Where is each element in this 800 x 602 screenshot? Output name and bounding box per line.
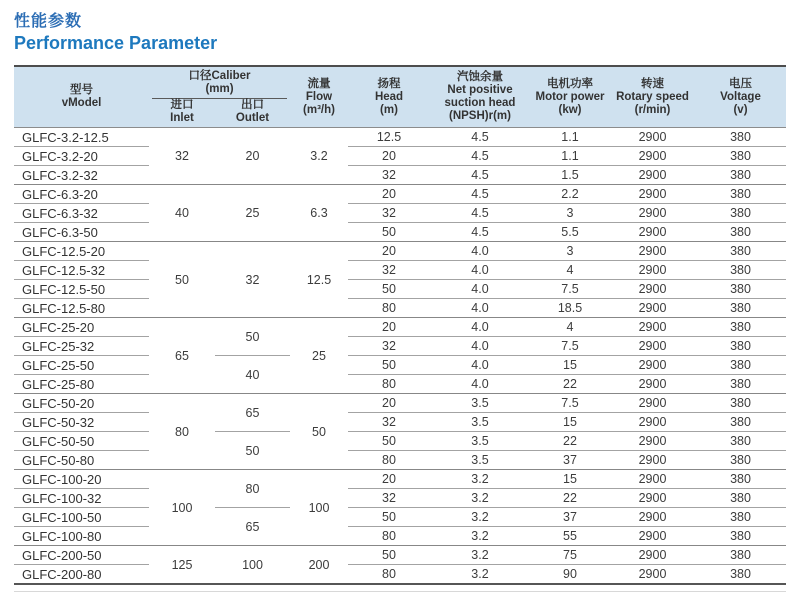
- head-cell: 20: [348, 242, 430, 261]
- speed-cell: 2900: [610, 337, 695, 356]
- flow-cell: 50: [290, 394, 348, 470]
- power-cell: 22: [530, 375, 610, 394]
- power-cell: 37: [530, 451, 610, 470]
- voltage-cell: 380: [695, 242, 786, 261]
- table-row: [14, 375, 786, 394]
- head-cell: 32: [348, 204, 430, 223]
- voltage-cell: 380: [695, 470, 786, 489]
- outlet-cell: 25: [215, 185, 290, 242]
- npsh-cell: 4.0: [430, 242, 530, 261]
- table-row: [14, 223, 786, 242]
- voltage-cell: 380: [695, 489, 786, 508]
- voltage-cell: 380: [695, 299, 786, 318]
- outlet-cell: 80: [215, 470, 290, 508]
- inlet-cell: 125: [149, 546, 215, 585]
- voltage-cell: 380: [695, 261, 786, 280]
- bottom-rule: [14, 591, 786, 592]
- flow-cell: 6.3: [290, 185, 348, 242]
- voltage-cell: 380: [695, 394, 786, 413]
- outlet-cell: 65: [215, 394, 290, 432]
- speed-cell: 2900: [610, 489, 695, 508]
- col-header-voltage: 电压 Voltage (v): [695, 66, 786, 128]
- model-cell: GLFC-6.3-20: [14, 185, 149, 204]
- power-cell: 7.5: [530, 337, 610, 356]
- head-cell: 50: [348, 280, 430, 299]
- table-row: [14, 204, 786, 223]
- power-cell: 15: [530, 413, 610, 432]
- power-cell: 18.5: [530, 299, 610, 318]
- npsh-cell: 4.5: [430, 204, 530, 223]
- performance-table: [14, 65, 786, 585]
- inlet-cell: 32: [149, 128, 215, 185]
- speed-cell: 2900: [610, 166, 695, 185]
- table-row: [14, 451, 786, 470]
- col-header-flow: 流量 Flow (m³/h): [290, 66, 348, 128]
- npsh-cell: 4.0: [430, 318, 530, 337]
- speed-cell: 2900: [610, 318, 695, 337]
- head-cell: 80: [348, 375, 430, 394]
- head-cell: 32: [348, 413, 430, 432]
- head-cell: 32: [348, 489, 430, 508]
- head-cell: 50: [348, 432, 430, 451]
- npsh-cell: 3.5: [430, 413, 530, 432]
- power-cell: 15: [530, 356, 610, 375]
- power-cell: 55: [530, 527, 610, 546]
- flow-cell: 3.2: [290, 128, 348, 185]
- head-cell: 20: [348, 318, 430, 337]
- outlet-cell: 32: [215, 242, 290, 318]
- voltage-cell: 380: [695, 280, 786, 299]
- model-cell: GLFC-3.2-12.5: [14, 128, 149, 147]
- col-header-npsh: 汽蚀余量 Net positive suction head (NPSH)r(m): [430, 66, 530, 128]
- table-row: [14, 508, 786, 527]
- head-cell: 80: [348, 527, 430, 546]
- speed-cell: 2900: [610, 527, 695, 546]
- npsh-cell: 4.0: [430, 375, 530, 394]
- voltage-cell: 380: [695, 185, 786, 204]
- npsh-cell: 3.5: [430, 451, 530, 470]
- table-row: [14, 470, 786, 489]
- outlet-cell: 50: [215, 432, 290, 470]
- model-cell: GLFC-25-32: [14, 337, 149, 356]
- table-row: [14, 489, 786, 508]
- power-cell: 2.2: [530, 185, 610, 204]
- voltage-cell: 380: [695, 356, 786, 375]
- inlet-cell: 40: [149, 185, 215, 242]
- npsh-cell: 3.5: [430, 432, 530, 451]
- head-cell: 20: [348, 185, 430, 204]
- model-cell: GLFC-3.2-32: [14, 166, 149, 185]
- npsh-cell: 4.0: [430, 299, 530, 318]
- power-cell: 22: [530, 432, 610, 451]
- inlet-cell: 100: [149, 470, 215, 546]
- voltage-cell: 380: [695, 546, 786, 565]
- head-cell: 50: [348, 546, 430, 565]
- flow-cell: 100: [290, 470, 348, 546]
- npsh-cell: 3.2: [430, 565, 530, 585]
- speed-cell: 2900: [610, 204, 695, 223]
- col-header-power: 电机功率 Motor power (kw): [530, 66, 610, 128]
- inlet-cell: 50: [149, 242, 215, 318]
- speed-cell: 2900: [610, 432, 695, 451]
- speed-cell: 2900: [610, 508, 695, 527]
- speed-cell: 2900: [610, 147, 695, 166]
- head-cell: 20: [348, 394, 430, 413]
- model-cell: GLFC-12.5-32: [14, 261, 149, 280]
- npsh-cell: 4.0: [430, 280, 530, 299]
- speed-cell: 2900: [610, 356, 695, 375]
- power-cell: 5.5: [530, 223, 610, 242]
- power-cell: 22: [530, 489, 610, 508]
- power-cell: 4: [530, 261, 610, 280]
- model-cell: GLFC-50-32: [14, 413, 149, 432]
- npsh-cell: 4.0: [430, 356, 530, 375]
- power-cell: 7.5: [530, 280, 610, 299]
- npsh-cell: 4.5: [430, 147, 530, 166]
- table-header: [14, 66, 786, 128]
- outlet-cell: 100: [215, 546, 290, 585]
- table-row: [14, 527, 786, 546]
- voltage-cell: 380: [695, 318, 786, 337]
- npsh-cell: 3.2: [430, 489, 530, 508]
- table-row: [14, 432, 786, 451]
- voltage-cell: 380: [695, 223, 786, 242]
- npsh-cell: 3.2: [430, 527, 530, 546]
- table-row: [14, 242, 786, 261]
- model-cell: GLFC-25-50: [14, 356, 149, 375]
- voltage-cell: 380: [695, 147, 786, 166]
- outlet-cell: 20: [215, 128, 290, 185]
- head-cell: 20: [348, 147, 430, 166]
- npsh-cell: 4.0: [430, 337, 530, 356]
- power-cell: 15: [530, 470, 610, 489]
- table-row: [14, 565, 786, 585]
- npsh-cell: 3.2: [430, 470, 530, 489]
- table-row: [14, 318, 786, 337]
- model-cell: GLFC-100-50: [14, 508, 149, 527]
- page-title-zh: 性能参数: [14, 13, 83, 30]
- power-cell: 37: [530, 508, 610, 527]
- speed-cell: 2900: [610, 413, 695, 432]
- table-row: [14, 261, 786, 280]
- npsh-cell: 3.2: [430, 546, 530, 565]
- voltage-cell: 380: [695, 451, 786, 470]
- model-cell: GLFC-12.5-80: [14, 299, 149, 318]
- speed-cell: 2900: [610, 223, 695, 242]
- table-row: [14, 280, 786, 299]
- power-cell: 7.5: [530, 394, 610, 413]
- voltage-cell: 380: [695, 508, 786, 527]
- head-cell: 20: [348, 470, 430, 489]
- model-cell: GLFC-6.3-50: [14, 223, 149, 242]
- head-cell: 80: [348, 299, 430, 318]
- table-row: [14, 356, 786, 375]
- table-row: [14, 147, 786, 166]
- power-cell: 1.1: [530, 128, 610, 147]
- model-cell: GLFC-25-20: [14, 318, 149, 337]
- npsh-cell: 4.0: [430, 261, 530, 280]
- npsh-cell: 4.5: [430, 128, 530, 147]
- power-cell: 90: [530, 565, 610, 585]
- table-body: [14, 128, 786, 585]
- speed-cell: 2900: [610, 242, 695, 261]
- col-header-inlet: 进口 Inlet: [149, 99, 215, 128]
- power-cell: 4: [530, 318, 610, 337]
- model-cell: GLFC-100-20: [14, 470, 149, 489]
- head-cell: 80: [348, 565, 430, 585]
- model-cell: GLFC-12.5-50: [14, 280, 149, 299]
- npsh-cell: 3.5: [430, 394, 530, 413]
- col-header-caliber-unit: (mm): [205, 83, 234, 95]
- table-row: [14, 337, 786, 356]
- model-cell: GLFC-100-32: [14, 489, 149, 508]
- voltage-cell: 380: [695, 166, 786, 185]
- outlet-cell: 50: [215, 318, 290, 356]
- col-header-caliber: [149, 66, 290, 99]
- model-cell: GLFC-3.2-20: [14, 147, 149, 166]
- speed-cell: 2900: [610, 451, 695, 470]
- model-cell: GLFC-12.5-20: [14, 242, 149, 261]
- flow-cell: 12.5: [290, 242, 348, 318]
- model-cell: GLFC-50-20: [14, 394, 149, 413]
- head-cell: 80: [348, 451, 430, 470]
- voltage-cell: 380: [695, 128, 786, 147]
- voltage-cell: 380: [695, 527, 786, 546]
- col-header-caliber-zh: 口径Caliber: [188, 70, 251, 82]
- model-cell: GLFC-50-50: [14, 432, 149, 451]
- inlet-cell: 80: [149, 394, 215, 470]
- speed-cell: 2900: [610, 470, 695, 489]
- col-header-outlet: 出口 Outlet: [215, 99, 290, 128]
- head-cell: 50: [348, 223, 430, 242]
- speed-cell: 2900: [610, 546, 695, 565]
- head-cell: 32: [348, 166, 430, 185]
- speed-cell: 2900: [610, 128, 695, 147]
- speed-cell: 2900: [610, 261, 695, 280]
- head-cell: 32: [348, 261, 430, 280]
- voltage-cell: 380: [695, 337, 786, 356]
- voltage-cell: 380: [695, 375, 786, 394]
- col-header-model-zh: 型号: [70, 84, 93, 96]
- table-row: [14, 185, 786, 204]
- table-row: [14, 546, 786, 565]
- outlet-cell: 40: [215, 356, 290, 394]
- power-cell: 1.1: [530, 147, 610, 166]
- power-cell: 3: [530, 242, 610, 261]
- model-cell: GLFC-25-80: [14, 375, 149, 394]
- model-cell: GLFC-50-80: [14, 451, 149, 470]
- speed-cell: 2900: [610, 394, 695, 413]
- head-cell: 50: [348, 508, 430, 527]
- col-header-model-en: vModel: [61, 97, 102, 109]
- speed-cell: 2900: [610, 185, 695, 204]
- inlet-cell: 65: [149, 318, 215, 394]
- table-row: [14, 128, 786, 147]
- npsh-cell: 4.5: [430, 223, 530, 242]
- model-cell: GLFC-6.3-32: [14, 204, 149, 223]
- col-header-head: 扬程 Head (m): [348, 66, 430, 128]
- head-cell: 12.5: [348, 128, 430, 147]
- table-row: [14, 166, 786, 185]
- table-row: [14, 299, 786, 318]
- table-row: [14, 413, 786, 432]
- model-cell: GLFC-200-80: [14, 565, 149, 585]
- power-cell: 3: [530, 204, 610, 223]
- voltage-cell: 380: [695, 432, 786, 451]
- npsh-cell: 4.5: [430, 185, 530, 204]
- voltage-cell: 380: [695, 413, 786, 432]
- flow-cell: 200: [290, 546, 348, 585]
- speed-cell: 2900: [610, 280, 695, 299]
- voltage-cell: 380: [695, 204, 786, 223]
- npsh-cell: 4.5: [430, 166, 530, 185]
- table-row: [14, 394, 786, 413]
- head-cell: 50: [348, 356, 430, 375]
- page-title-en: Performance Parameter: [14, 33, 218, 53]
- voltage-cell: 380: [695, 565, 786, 585]
- npsh-cell: 3.2: [430, 508, 530, 527]
- outlet-cell: 65: [215, 508, 290, 546]
- col-header-speed: 转速 Rotary speed (r/min): [610, 66, 695, 128]
- power-cell: 75: [530, 546, 610, 565]
- model-cell: GLFC-200-50: [14, 546, 149, 565]
- speed-cell: 2900: [610, 565, 695, 585]
- flow-cell: 25: [290, 318, 348, 394]
- speed-cell: 2900: [610, 299, 695, 318]
- head-cell: 32: [348, 337, 430, 356]
- speed-cell: 2900: [610, 375, 695, 394]
- model-cell: GLFC-100-80: [14, 527, 149, 546]
- power-cell: 1.5: [530, 166, 610, 185]
- col-header-model: [14, 66, 149, 128]
